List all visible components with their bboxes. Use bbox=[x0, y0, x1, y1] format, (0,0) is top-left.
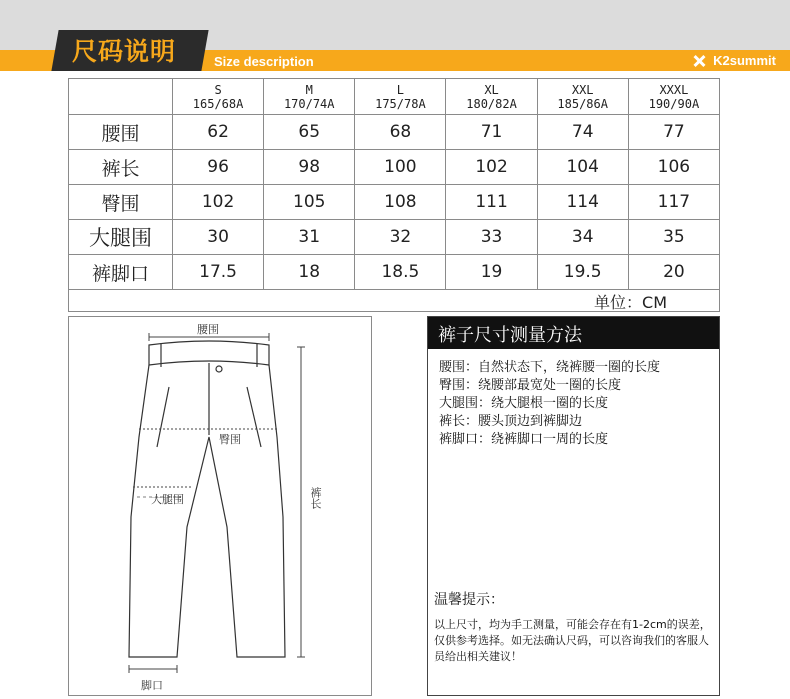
table-cell: 33 bbox=[446, 220, 537, 255]
table-cell: 74 bbox=[537, 115, 628, 150]
table-cell: 102 bbox=[173, 185, 264, 220]
table-row bbox=[69, 185, 720, 220]
table-cell: 17.5 bbox=[173, 255, 264, 290]
table-cell: 18 bbox=[264, 255, 355, 290]
table-cell: 77 bbox=[628, 115, 719, 150]
row-label: 裤脚口 bbox=[69, 255, 173, 290]
size-header-cell: XXXL 190/90A bbox=[628, 79, 719, 115]
length-label: 裤长 bbox=[309, 487, 322, 509]
guide-line: 大腿围：绕大腿根一圈的长度 bbox=[439, 396, 609, 411]
table-cell: 98 bbox=[264, 150, 355, 185]
size-header-cell: XXL 185/86A bbox=[537, 79, 628, 115]
table-cell: 34 bbox=[537, 220, 628, 255]
tip-body: 以上尺寸，均为手工测量，可能会存在有1-2cm的误差，仅供参考选择。如无法确认尺码，可以咨询我们的客服人员给出相关建议！ bbox=[434, 618, 711, 663]
row-label: 腰围 bbox=[69, 115, 173, 150]
size-header-row bbox=[69, 79, 720, 115]
table-cell: 32 bbox=[355, 220, 446, 255]
table-cell: 19.5 bbox=[537, 255, 628, 290]
guide-line: 臀围：绕腰部最宽处一圈的长度 bbox=[439, 378, 622, 393]
table-row bbox=[69, 115, 720, 150]
table-cell: 19 bbox=[446, 255, 537, 290]
table-cell: 18.5 bbox=[355, 255, 446, 290]
hip-label: 臀围 bbox=[219, 433, 241, 446]
size-header-cell: XL 180/82A bbox=[446, 79, 537, 115]
brand-logo-icon bbox=[691, 54, 707, 68]
guide-line: 裤长：腰头顶边到裤脚边 bbox=[439, 414, 583, 429]
table-cell: 62 bbox=[173, 115, 264, 150]
table-cell: 114 bbox=[537, 185, 628, 220]
measurement-guide bbox=[427, 316, 720, 696]
size-table bbox=[68, 78, 720, 290]
table-cell: 30 bbox=[173, 220, 264, 255]
table-cell: 111 bbox=[446, 185, 537, 220]
guide-line: 腰围：自然状态下，绕裤腰一圈的长度 bbox=[439, 360, 661, 375]
corner-cell bbox=[69, 79, 173, 115]
table-cell: 106 bbox=[628, 150, 719, 185]
page-subtitle: Size description bbox=[214, 54, 314, 69]
page-title: 尺码说明 bbox=[72, 37, 177, 66]
table-cell: 71 bbox=[446, 115, 537, 150]
brand-name: K2summit bbox=[713, 53, 776, 68]
waist-label: 腰围 bbox=[197, 323, 219, 336]
table-cell: 68 bbox=[355, 115, 446, 150]
table-cell: 20 bbox=[628, 255, 719, 290]
table-cell: 102 bbox=[446, 150, 537, 185]
row-label: 大腿围 bbox=[69, 220, 173, 255]
row-label: 裤长 bbox=[69, 150, 173, 185]
table-row bbox=[69, 220, 720, 255]
guide-line: 裤脚口：绕裤脚口一周的长度 bbox=[439, 432, 609, 447]
table-cell: 104 bbox=[537, 150, 628, 185]
table-cell: 100 bbox=[355, 150, 446, 185]
table-cell: 105 bbox=[264, 185, 355, 220]
table-cell: 65 bbox=[264, 115, 355, 150]
table-row bbox=[69, 255, 720, 290]
size-header-cell: S 165/68A bbox=[173, 79, 264, 115]
tip-title: 温馨提示： bbox=[434, 592, 504, 608]
table-cell: 35 bbox=[628, 220, 719, 255]
row-label: 臀围 bbox=[69, 185, 173, 220]
brand bbox=[691, 53, 776, 68]
unit-row bbox=[68, 288, 720, 312]
hem-label: 脚口 bbox=[141, 679, 163, 692]
table-cell: 108 bbox=[355, 185, 446, 220]
size-header-cell: M 170/74A bbox=[264, 79, 355, 115]
size-header-cell: L 175/78A bbox=[355, 79, 446, 115]
unit-label: 单位：CM bbox=[594, 293, 667, 312]
table-cell: 117 bbox=[628, 185, 719, 220]
pants-outline bbox=[69, 317, 371, 695]
guide-lines bbox=[439, 359, 660, 449]
table-cell: 31 bbox=[264, 220, 355, 255]
guide-title: 裤子尺寸测量方法 bbox=[428, 317, 719, 349]
pants-diagram bbox=[68, 316, 372, 696]
table-row bbox=[69, 150, 720, 185]
thigh-label: 大腿围 bbox=[151, 493, 184, 506]
table-cell: 96 bbox=[173, 150, 264, 185]
